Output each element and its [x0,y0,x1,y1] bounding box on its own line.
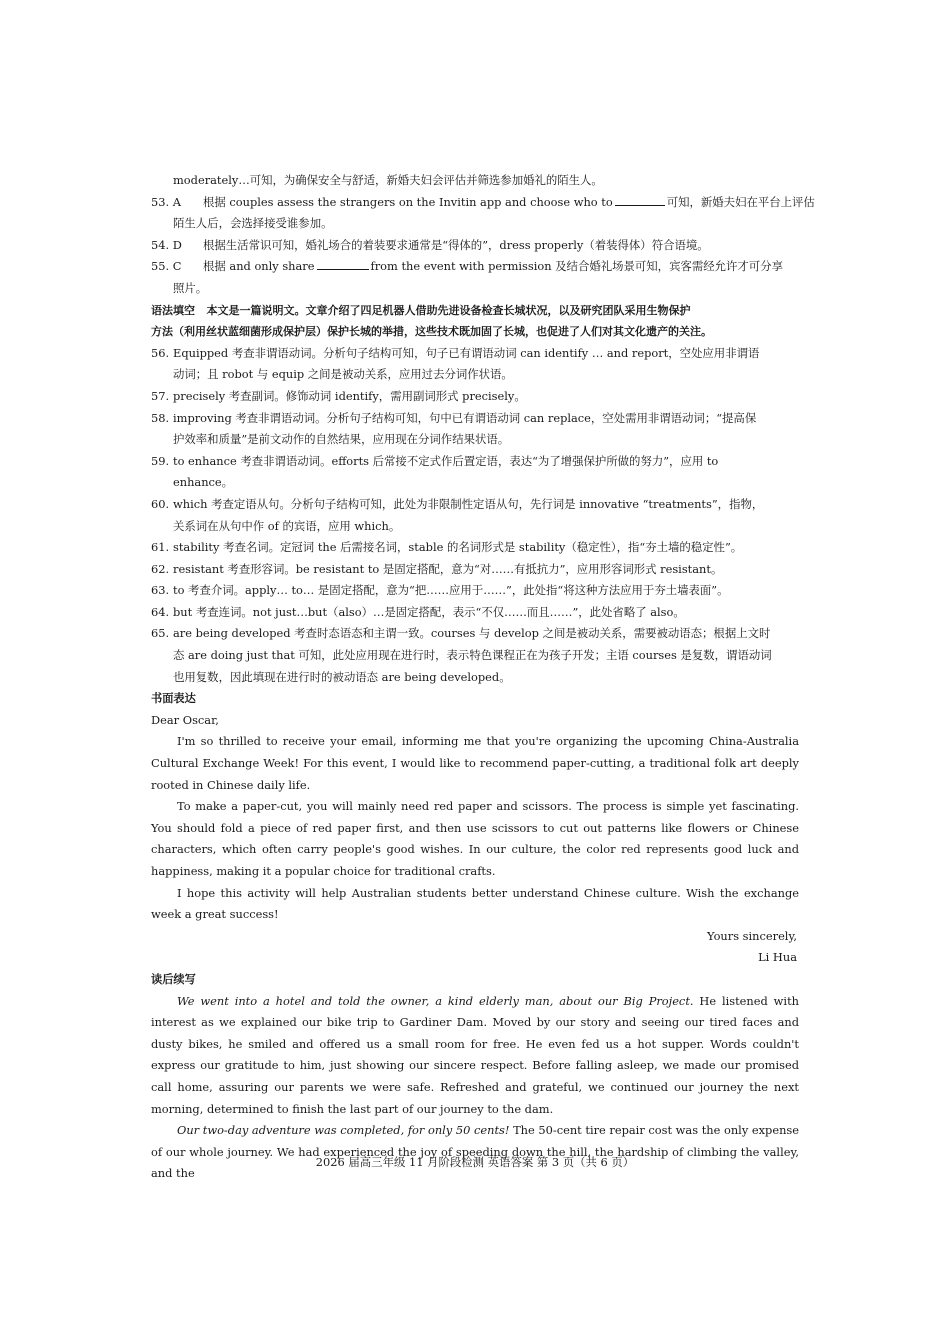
item-number: 54. D [151,237,182,252]
grammar-item [151,494,799,516]
given-opening: Our two-day adventure was completed, for only 50 cents! [177,1123,510,1138]
story-paragraph [151,991,799,1121]
item-number: 53. A [151,194,181,209]
answer-blank [615,192,665,206]
story-paragraph [151,1120,799,1185]
item-text-cont: 关系词在从句中作 of 的宾语，应用 which。 [173,518,401,533]
item-text: from the event with permission 及结合婚礼场景可知，宾客需经允许才可分享 [370,259,783,274]
answer-page [151,170,815,1185]
item-number: 55. C [151,259,182,274]
item-number: 62. [151,561,170,576]
item-number: 57. [151,388,170,403]
item-text: 可知，新婚夫妇在平台上评估 [666,194,815,209]
grammar-item [151,386,799,408]
story-text: He listened with interest as we explained our bike trip to Gardiner Dam. Moved by our story and seeing our tired faces and dusty bikes, he smiled and offered us a small room for free. He even fed us a hot supper. Words couldn't express our gratitude to him, just showing our sincere respect. Before falling asleep, we made our promised call home, assuring our parents we were safe. Refreshed and grateful, we continued our journey the next morning, determined to finish the last part of our journey to the dam. [151,993,799,1116]
grammar-item [151,559,799,581]
item-text: improving 考查非谓语动词。分析句子结构可知，句中已有谓语动词 can replace，空处需用非谓语动词；“提高保 [173,410,757,425]
grammar-item [151,602,799,624]
grammar-summary-cont: 方法（利用丝状蓝细菌形成保护层）保护长城的举措，这些技术既加固了长城，也促进了人们对其文化遗产的关注。 [151,325,712,339]
item-text-cont: 也用复数，因此填现在进行时的被动语态 are being developed。 [173,669,511,684]
item-text: resistant 考查形容词。be resistant to 是固定搭配，意为“对……有抵抗力”，应用形容词形式 resistant。 [173,561,723,576]
grammar-item [151,580,799,602]
letter-paragraph: I'm so thrilled to receive your email, informing me that you're organizing the upcoming China-Australia Cultural Exchange Week! For this event, I would like to recommend paper-cutting, a traditional folk art deeply rooted in Chinese daily life. [151,734,799,792]
grammar-item [151,451,799,473]
letter-paragraph: To make a paper-cut, you will mainly need red paper and scissors. The process is simple yet fascinating. You should fold a piece of red paper first, and then use scissors to cut out patterns like flowers or Chinese characters, which often carry people's good wishes. In our culture, the color red represents good luck and happiness, making it a popular choice for traditional crafts. [151,799,799,878]
item-text-cont: 护效率和质量”是前文动作的自然结果，应用现在分词作结果状语。 [173,432,510,447]
item-number: 61. [151,540,170,555]
letter-signature: Li Hua [758,950,797,965]
item-text-cont: 态 are doing just that 可知，此处应用现在进行时，表示特色课程正在为孩子开发；主语 courses 是复数，谓语动词 [173,648,772,663]
item-text: to 考查介词。apply… to… 是固定搭配，意为“把……应用于……”，此处指“将这种方法应用于夯土墙表面”。 [173,583,729,598]
item-text: precisely 考查副词。修饰动词 identify，需用副词形式 precisely。 [173,388,526,403]
section-heading-continuation: 读后续写 [151,972,196,986]
answer-blank [317,256,369,270]
item-text: stability 考查名词。定冠词 the 后需接名词，stable 的名词形式是 stability（稳定性），指“夯土墙的稳定性”。 [173,540,743,555]
item-text: but 考查连词。not just…but（also）…是固定搭配，表示“不仅……而且……”，此处省略了 also。 [173,604,685,619]
page-footer: 2026 届高三年级 11 月阶段检测 英语答案 第 3 页（共 6 页） [315,1155,635,1169]
item-number: 65. [151,626,170,641]
item-number: 64. [151,604,170,619]
grammar-summary: 语法填空 本文是一篇说明文。文章介绍了四足机器人借助先进设备检查长城状况，以及研究团队采用生物保护 [151,303,691,317]
item-number: 58. [151,410,170,425]
item-text: Equipped 考查非谓语动词。分析句子结构可知，句子已有谓语动词 can identify … and report，空处应用非谓语 [173,345,760,360]
grammar-item [151,408,799,430]
reading-item-53 [151,192,815,214]
section-heading-writing: 书面表达 [151,692,196,706]
item-text-cont: 陌生人后，会选择接受谁参加。 [173,216,333,231]
item-text: 根据生活常识可知，婚礼场合的着装要求通常是“得体的”，dress properly（着装得体）符合语境。 [203,237,709,252]
letter-paragraph: I hope this activity will help Australian students better understand Chinese culture. Wish the exchange week a great success! [151,885,799,922]
item-text-cont: 动词；且 robot 与 equip 之间是被动关系，应用过去分词作状语。 [173,367,513,382]
item-number: 63. [151,583,170,598]
given-opening: We went into a hotel and told the owner, a kind elderly man, about our Big Project. [177,993,694,1008]
item-number: 56. [151,345,170,360]
item-text-cont: 照片。 [173,280,208,295]
item-text: to enhance 考查非谓语动词。efforts 后常接不定式作后置定语，表达“为了增强保护所做的努力”，应用 to [173,453,719,468]
letter-closing: Yours sincerely, [707,928,797,943]
item-number: 59. [151,453,170,468]
reading-item-54 [151,235,799,257]
grammar-item [151,343,799,365]
item-text: are being developed 考查时态语态和主谓一致。courses 与 develop 之间是被动关系，需要被动语态；根据上文时 [173,626,771,641]
item-text: which 考查定语从句。分析句子结构可知，此处为非限制性定语从句，先行词是 innovative “treatments”，指物， [173,496,764,511]
item-number: 60. [151,496,170,511]
grammar-item [151,623,799,645]
grammar-item [151,537,799,559]
story-text: The 50-cent tire repair cost was the only expense of our whole journey. We had experienced the joy of speeding down the hill, the hardship of climbing the valley, and the [151,1123,799,1181]
section-heading-grammar: 语法填空 [151,303,195,317]
letter-salutation: Dear Oscar, [151,712,219,727]
reading-item-55 [151,256,799,278]
item-text: 根据 and only share [203,259,315,274]
continued-line: moderately…可知，为确保安全与舒适，新婚夫妇会评估并筛选参加婚礼的陌生人。 [173,173,603,187]
item-text-cont: enhance。 [173,475,234,490]
item-text: 根据 couples assess the strangers on the Invitin app and choose who to [203,194,613,209]
